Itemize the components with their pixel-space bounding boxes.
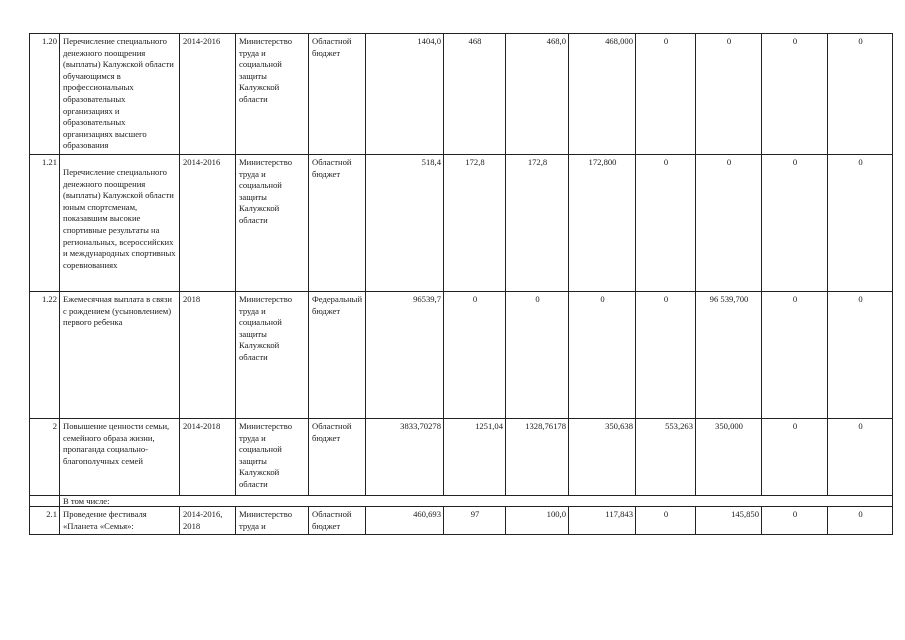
year-6-amount: 0 <box>762 155 828 292</box>
table-row <box>30 155 893 292</box>
period: 2014-2016, 2018 <box>180 507 236 535</box>
table-row <box>30 507 893 535</box>
total-amount: 460,693 <box>366 507 444 535</box>
year-2-amount: 172,8 <box>506 155 569 292</box>
executor: Министерство труда и социальной защиты Калужской области <box>236 419 309 496</box>
executor: Министерство труда и <box>236 507 309 535</box>
year-1-amount: 172,8 <box>444 155 506 292</box>
row-number: 1.21 <box>30 155 60 292</box>
measure-name: Повышение ценности семьи, семейного образа жизни, пропаганда социально-благополучных семей <box>60 419 180 496</box>
measure-name: Перечисление специального денежного поощрения (выплаты) Калужской области обучающимся в профессиональных образовательных организациях и образовательных организациях высшего образования <box>60 34 180 155</box>
year-1-amount: 0 <box>444 292 506 419</box>
executor: Министерство труда и социальной защиты Калужской области <box>236 155 309 292</box>
funding-source: Областной бюджет <box>309 419 366 496</box>
year-6-amount: 0 <box>762 419 828 496</box>
executor: Министерство труда и социальной защиты Калужской области <box>236 34 309 155</box>
funding-source: Областной бюджет <box>309 155 366 292</box>
year-1-amount: 97 <box>444 507 506 535</box>
measure-name: Перечисление специального денежного поощрения (выплаты) Калужской области юным спортсменам, показавшим высокие спортивные результаты на региональных, всероссийских и международных спортивных соревнованиях <box>60 155 180 292</box>
year-5-amount: 96 539,700 <box>696 292 762 419</box>
year-2-amount: 468,0 <box>506 34 569 155</box>
funding-source: Федеральный бюджет <box>309 292 366 419</box>
table-row <box>30 419 893 496</box>
subheader: В том числе: <box>60 496 893 507</box>
budget-table <box>29 33 893 535</box>
year-2-amount: 100,0 <box>506 507 569 535</box>
measure-name: Проведение фестиваля «Планета «Семья»: <box>60 507 180 535</box>
row-number: 2.1 <box>30 507 60 535</box>
year-3-amount: 0 <box>569 292 636 419</box>
period: 2018 <box>180 292 236 419</box>
total-amount: 96539,7 <box>366 292 444 419</box>
period: 2014-2016 <box>180 155 236 292</box>
row-number: 1.20 <box>30 34 60 155</box>
executor: Министерство труда и социальной защиты Калужской области <box>236 292 309 419</box>
year-6-amount: 0 <box>762 507 828 535</box>
table-row <box>30 34 893 155</box>
period: 2014-2016 <box>180 34 236 155</box>
period: 2014-2018 <box>180 419 236 496</box>
measure-name: Ежемесячная выплата в связи с рождением (усыновлением) первого ребенка <box>60 292 180 419</box>
year-6-amount: 0 <box>762 34 828 155</box>
year-6-amount: 0 <box>762 292 828 419</box>
year-4-amount: 0 <box>636 292 696 419</box>
year-4-amount: 0 <box>636 507 696 535</box>
total-amount: 1404,0 <box>366 34 444 155</box>
year-1-amount: 1251,04 <box>444 419 506 496</box>
year-4-amount: 0 <box>636 34 696 155</box>
year-7-amount: 0 <box>828 155 893 292</box>
year-5-amount: 145,850 <box>696 507 762 535</box>
year-7-amount: 0 <box>828 292 893 419</box>
year-7-amount: 0 <box>828 34 893 155</box>
year-5-amount: 350,000 <box>696 419 762 496</box>
year-7-amount: 0 <box>828 507 893 535</box>
funding-source: Областной бюджет <box>309 34 366 155</box>
year-4-amount: 0 <box>636 155 696 292</box>
year-3-amount: 172,800 <box>569 155 636 292</box>
year-4-amount: 553,263 <box>636 419 696 496</box>
year-7-amount: 0 <box>828 419 893 496</box>
table-row <box>30 496 893 507</box>
year-5-amount: 0 <box>696 155 762 292</box>
year-2-amount: 0 <box>506 292 569 419</box>
total-amount: 518,4 <box>366 155 444 292</box>
year-3-amount: 468,000 <box>569 34 636 155</box>
table-row <box>30 292 893 419</box>
year-2-amount: 1328,76178 <box>506 419 569 496</box>
row-number: 1.22 <box>30 292 60 419</box>
row-number: 2 <box>30 419 60 496</box>
year-5-amount: 0 <box>696 34 762 155</box>
total-amount: 3833,70278 <box>366 419 444 496</box>
row-number <box>30 496 60 507</box>
year-1-amount: 468 <box>444 34 506 155</box>
year-3-amount: 117,843 <box>569 507 636 535</box>
year-3-amount: 350,638 <box>569 419 636 496</box>
funding-source: Областной бюджет <box>309 507 366 535</box>
